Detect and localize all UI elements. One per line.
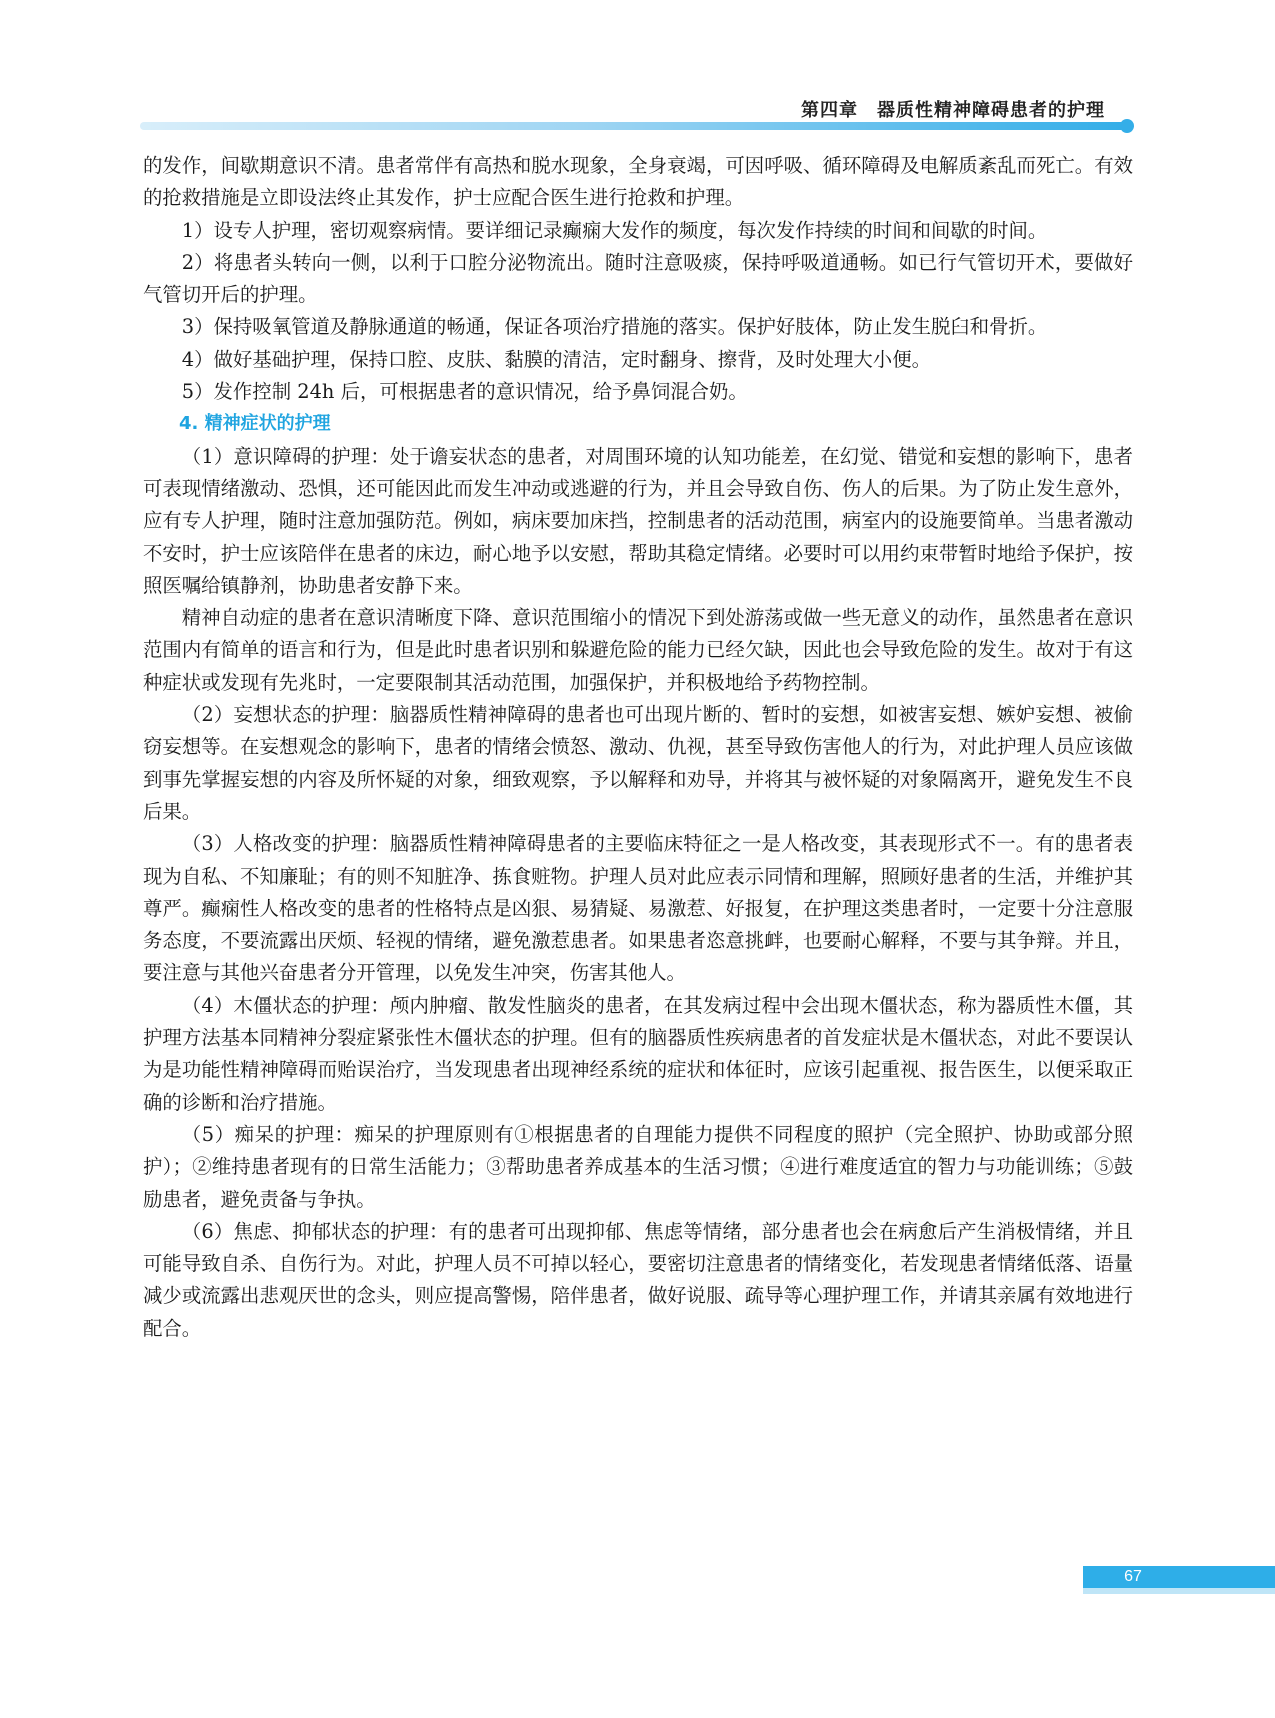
paragraph-stupor: （4）木僵状态的护理：颅内肿瘤、散发性脑炎的患者，在其发病过程中会出现木僵状态，称为器质性木僵，其护理方法基本同精神分裂症紧张性木僵状态的护理。但有的脑器质性疾病患者的首发症状是木僵状态，对此不要误认为是功能性精神障碍而贻误治疗，当发现患者出现神经系统的症状和体征时，应该引起重视、报告医生，以便采取正确的诊断和治疗措施。 [143, 993, 1133, 1114]
section-heading: 4. 精神症状的护理 [179, 413, 331, 435]
list-item-5: 5）发作控制 24h 后，可根据患者的意识情况，给予鼻饲混合奶。 [181, 380, 748, 404]
header-rule-dot [1120, 119, 1134, 133]
paragraph-anxiety-depression: （6）焦虑、抑郁状态的护理：有的患者可出现抑郁、焦虑等情绪，部分患者也会在病愈后产生消极情绪，并且可能导致自杀、自伤行为。对此，护理人员不可掉以轻心，要密切注意患者的情绪变化，若发现患者情绪低落、语量减少或流露出悲观厌世的念头，则应提高警惕，陪伴患者，做好说服、疏导等心理护理工作，并请其亲属有效地进行配合。 [143, 1219, 1133, 1340]
footer-page-bar-shadow [1083, 1588, 1275, 1594]
paragraph-consciousness-disorder: （1）意识障碍的护理：处于谵妄状态的患者，对周围环境的认知功能差，在幻觉、错觉和妄想的影响下，患者可表现情绪激动、恐惧，还可能因此而发生冲动或逃避的行为，并且会导致自伤、伤人的后果。为了防止发生意外，应有专人护理，随时注意加强防范。例如，病床要加床挡，控制患者的活动范围，病室内的设施要简单。当患者激动不安时，护士应该陪伴在患者的床边，耐心地予以安慰，帮助其稳定情绪。必要时可以用约束带暂时地给予保护，按照医嘱给镇静剂，协助患者安静下来。 [143, 444, 1133, 597]
header-rule [140, 122, 1125, 130]
running-header-chapter-title: 第四章 器质性精神障碍患者的护理 [801, 100, 1105, 121]
paragraph-psychomotor-automatism: 精神自动症的患者在意识清晰度下降、意识范围缩小的情况下到处游荡或做一些无意义的动作，虽然患者在意识范围内有简单的语言和行为，但是此时患者识别和躲避危险的能力已经欠缺，因此也会导致危险的发生。故对于有这种症状或发现有先兆时，一定要限制其活动范围，加强保护，并积极地给予药物控制。 [143, 606, 1133, 694]
page-number: 67 [1124, 1568, 1142, 1585]
paragraph-delusion: （2）妄想状态的护理：脑器质性精神障碍的患者也可出现片断的、暂时的妄想，如被害妄想、嫉妒妄想、被偷窃妄想等。在妄想观念的影响下，患者的情绪会愤怒、激动、仇视，甚至导致伤害他人的行为，对此护理人员应该做到事先掌握妄想的内容及所怀疑的对象，细致观察，予以解释和劝导，并将其与被怀疑的对象隔离开，避免发生不良后果。 [143, 703, 1133, 823]
list-item-4: 4）做好基础护理，保持口腔、皮肤、黏膜的清洁，定时翻身、擦背，及时处理大小便。 [181, 347, 931, 371]
paragraph-personality-change: （3）人格改变的护理：脑器质性精神障碍患者的主要临床特征之一是人格改变，其表现形式不一。有的患者表现为自私、不知廉耻；有的则不知脏净、拣食赃物。护理人员对此应表示同情和理解，照顾好患者的生活，并维护其尊严。癫痫性人格改变的患者的性格特点是凶狠、易猜疑、易激惹、好报复，在护理这类患者时，一定要十分注意服务态度，不要流露出厌烦、轻视的情绪，避免激惹患者。如果患者恣意挑衅，也要耐心解释，不要与其争辩。并且，要注意与其他兴奋患者分开管理，以免发生冲突，伤害其他人。 [143, 832, 1133, 985]
list-item-2: 2）将患者头转向一侧，以利于口腔分泌物流出。随时注意吸痰，保持呼吸道通畅。如已行气管切开术，要做好气管切开后的护理。 [143, 250, 1133, 307]
page-body [143, 150, 1133, 1345]
list-item-3: 3）保持吸氧管道及静脉通道的畅通，保证各项治疗措施的落实。保护好肢体，防止发生脱臼和骨折。 [181, 315, 1048, 339]
paragraph-dementia: （5）痴呆的护理：痴呆的护理原则有①根据患者的自理能力提供不同程度的照护（完全照护、协助或部分照护）；②维持患者现有的日常生活能力；③帮助患者养成基本的生活习惯；④进行难度适宜的智力与功能训练；⑤鼓励患者，避免责备与争执。 [143, 1122, 1133, 1211]
paragraph-continuation: 的发作，间歇期意识不清。患者常伴有高热和脱水现象，全身衰竭，可因呼吸、循环障碍及电解质紊乱而死亡。有效的抢救措施是立即设法终止其发作，护士应配合医生进行抢救和护理。 [143, 154, 1133, 210]
list-item-1: 1）设专人护理，密切观察病情。要详细记录癫痫大发作的频度，每次发作持续的时间和间歇的时间。 [181, 218, 1048, 242]
